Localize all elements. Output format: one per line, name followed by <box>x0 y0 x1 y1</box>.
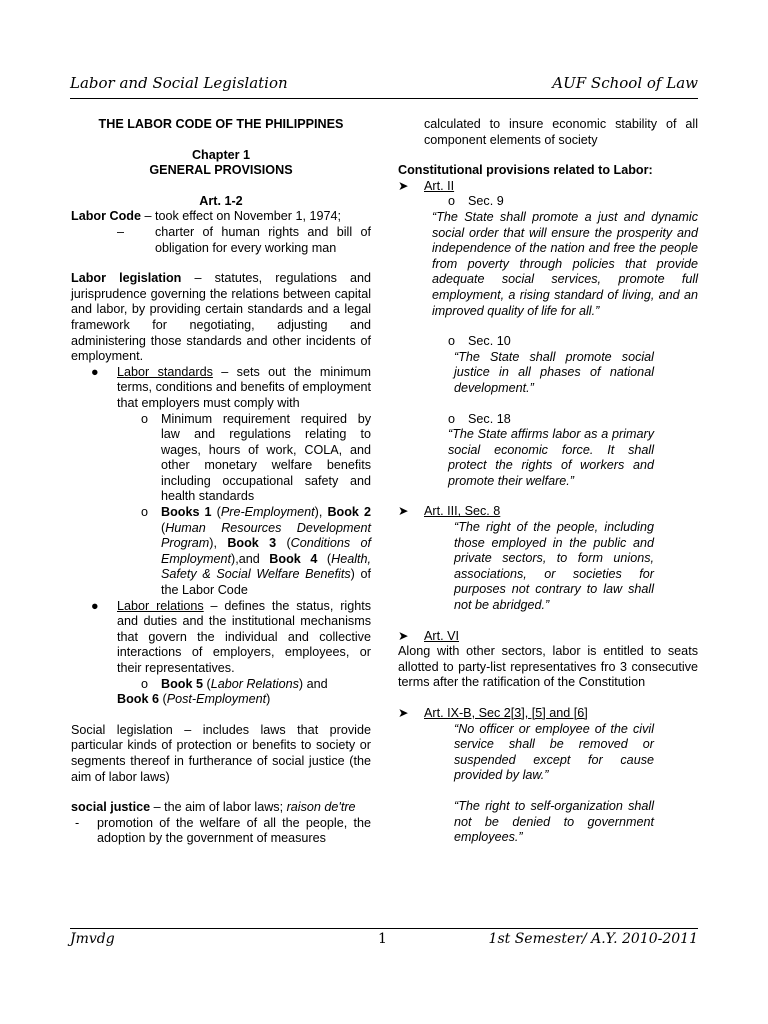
bullet-dot-icon: ● <box>91 364 99 379</box>
relations-sub-item-continued: Book 6 (Post-Employment) <box>117 692 271 707</box>
arrow-bullet-icon: ➤ <box>398 706 409 720</box>
section-10-quote: “The State shall promote social justice in all phases of national development.” <box>454 349 654 395</box>
left-column <box>71 117 371 847</box>
relations-sub-item: o Book 5 (Labor Relations) and <box>141 676 328 691</box>
footer-semester: 1st Semester/ A.Y. 2010-2011 <box>488 931 698 947</box>
article-3-quote: “The right of the people, including those employed in the public and private sectors, to form unions, associations, or societies for purposes not contrary to law shall not be abridged.” <box>454 520 654 613</box>
section-10-label: o Sec. 10 <box>448 334 511 349</box>
labor-relations-bullet: ● Labor relations – defines the status, rights and duties and the institutional mechanisms that govern the individual and collective interactions of employers, employees, or their representatives. <box>91 598 372 675</box>
standards-sub-item: o Minimum requirement required by law and regulations relating to wages, hours of work, COLA, and other monetary welfare benefits including occupational safety and health standards <box>141 411 371 504</box>
dash-marker: – <box>117 224 125 239</box>
circle-marker-icon: o <box>448 194 456 209</box>
social-legislation-definition: Social legislation – includes laws that provide particular kinds of protection or benefits to society or segments thereof in furtherance of social justice (the aim of labor laws) <box>71 722 371 784</box>
article-9b-quote-2: “The right to self-organization shall not be denied to government employees.” <box>454 798 654 845</box>
article-6-item: ➤ Art. VI <box>398 628 459 643</box>
page-header <box>70 74 698 96</box>
right-column <box>398 117 698 846</box>
labor-code-definition: Labor Code – took effect on November 1, 1974; <box>71 209 341 224</box>
chapter-title: GENERAL PROVISIONS <box>149 163 293 178</box>
chapter-number: Chapter 1 <box>191 147 251 162</box>
social-justice-item-continued: calculated to insure economic stability of all component elements of society <box>424 117 698 147</box>
labor-code-item: – charter of human rights and bill of obligation for every working man <box>117 224 371 255</box>
section-18-label: o Sec. 18 <box>448 411 511 426</box>
labor-standards-bullet: ● Labor standards – sets out the minimum terms, conditions and benefits of employment that employers must comply with <box>91 364 371 410</box>
article-9b-quote-1: “No officer or employee of the civil service shall be removed or suspended except for cause provided by law.” <box>454 721 654 783</box>
labor-legislation-definition: Labor legislation – statutes, regulations and jurisprudence governing the relations between capital and labor, by providing certain standards and a legal framework for negotiating, adjusting and administering those standards and other incidents of employment. <box>71 271 371 364</box>
article-3-item: ➤ Art. III, Sec. 8 <box>398 504 501 519</box>
article-6-text: Along with other sectors, labor is entitled to seats allotted to party-list representatives fro 3 consecutive terms after the ratification of the Constitution <box>398 644 698 690</box>
document-title: THE LABOR CODE OF THE PHILIPPINES <box>98 117 344 131</box>
arrow-bullet-icon: ➤ <box>398 178 409 193</box>
arrow-bullet-icon: ➤ <box>398 504 409 519</box>
circle-marker-icon: o <box>448 334 456 349</box>
dash-marker: - <box>75 815 80 830</box>
article-9b-item: ➤ Art. IX-B, Sec 2[3], [5] and [6] <box>398 706 588 720</box>
footer-rule <box>70 928 698 929</box>
article-heading: Art. 1-2 <box>199 193 243 208</box>
constitutional-provisions-heading: Constitutional provisions related to Labor: <box>398 163 653 178</box>
article-2-item: ➤ Art. II <box>398 178 455 193</box>
arrow-bullet-icon: ➤ <box>398 628 409 643</box>
circle-marker-icon: o <box>141 676 149 691</box>
books-sub-item: o Books 1 (Pre-Employment), Book 2 (Human Resources Development Program), Book 3 (Conditions of Employment),and Book 4 (Health, Safety & Social Welfare Benefits) of the Labor Code <box>141 505 371 598</box>
circle-marker-icon: o <box>141 411 149 426</box>
section-9-label: o Sec. 9 <box>448 194 504 209</box>
header-course-title: Labor and Social Legislation <box>70 74 288 92</box>
circle-marker-icon: o <box>448 411 456 426</box>
bullet-dot-icon: ● <box>91 598 99 613</box>
header-rule <box>70 98 698 99</box>
circle-marker-icon: o <box>141 505 149 520</box>
social-justice-item: - promotion of the welfare of all the people, the adoption by the government of measures <box>75 815 371 846</box>
page-footer <box>70 931 698 953</box>
social-justice-definition: social justice – the aim of labor laws; raison de'tre <box>71 800 356 815</box>
section-9-quote: “The State shall promote a just and dynamic social order that will ensure the prosperity and independence of the nation and free the people from poverty through policies that provide adequate social services, promote full employment, a rising standard of living, and an improved quality of life for all.” <box>432 209 698 318</box>
header-school-name: AUF School of Law <box>552 74 698 92</box>
section-18-quote: “The State affirms labor as a primary social economic force. It shall protect the rights of workers and promote their welfare.” <box>448 427 654 488</box>
footer-author: Jmvdg <box>70 931 115 947</box>
page-number: 1 <box>378 931 387 947</box>
